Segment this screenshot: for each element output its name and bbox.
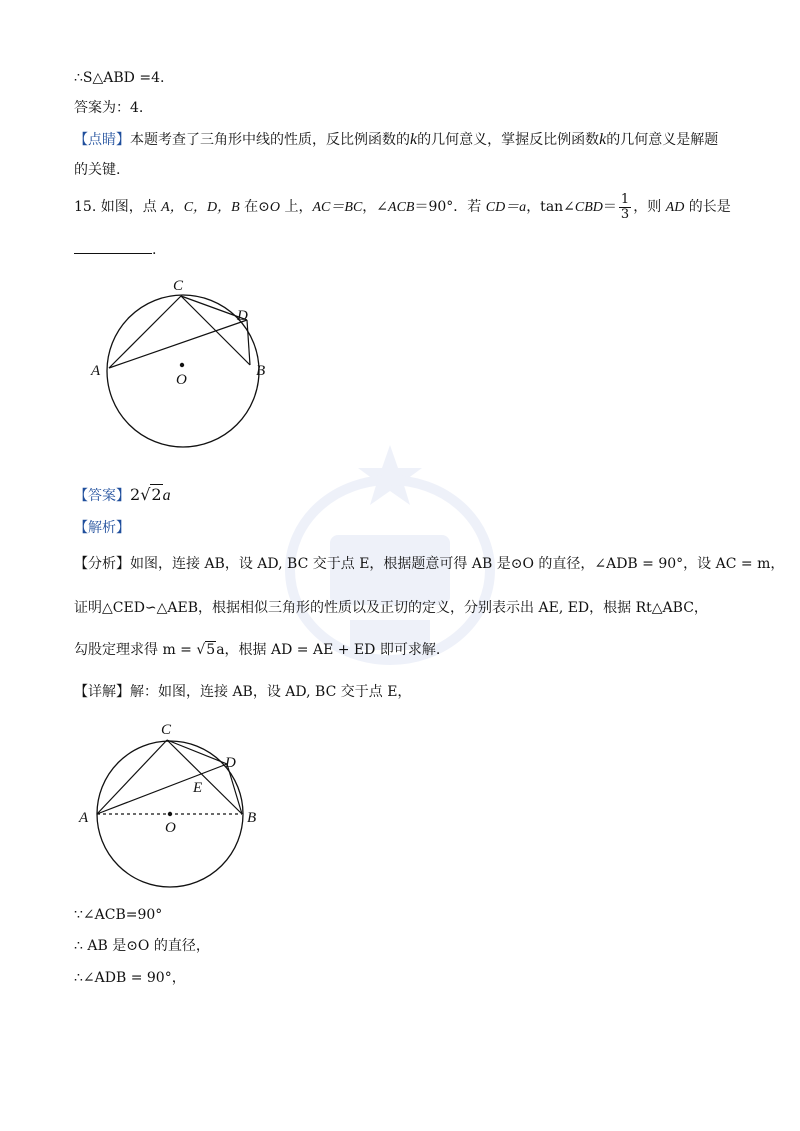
q15-text: ，则 bbox=[633, 199, 666, 215]
label-a: A bbox=[79, 810, 89, 826]
step-2: ∴ AB 是⊙O 的直径， bbox=[74, 938, 210, 954]
answer-coefficient: 2 bbox=[130, 485, 141, 504]
q15-text: 在⊙ bbox=[239, 199, 270, 215]
label-e: E bbox=[193, 780, 203, 796]
q15-text: ，∠ bbox=[362, 199, 389, 215]
segment-db bbox=[247, 320, 250, 365]
step-3: ∴∠ADB = 90°， bbox=[74, 970, 186, 986]
fenxi-tag: 【分析】 bbox=[74, 556, 130, 572]
segment-cd bbox=[167, 740, 227, 764]
detail-line bbox=[74, 682, 411, 702]
k-symbol: k bbox=[410, 131, 418, 148]
label-c: C bbox=[161, 722, 172, 738]
dianjing-tag: 【点睛】 bbox=[74, 132, 130, 148]
fenxi-text-c1: 勾股定理求得 m = bbox=[74, 642, 197, 658]
fenxi-radicand: 5 bbox=[206, 642, 216, 658]
q15-cd-eq-a: CD＝a bbox=[485, 200, 527, 215]
xiangjie-tag: 【详解】 bbox=[74, 684, 130, 700]
circle-figure-1 bbox=[85, 268, 285, 458]
dianjing-text-b: 的几何意义，掌握反比例函数 bbox=[417, 132, 600, 148]
q15-text: ＝ bbox=[602, 199, 617, 215]
analysis-line-2: 证明△CED∽△AEB，根据相似三角形的性质以及正切的定义，分别表示出 AE, ED，根据 Rt△ABC， bbox=[74, 600, 708, 616]
label-c: C bbox=[173, 278, 184, 294]
fenxi-text-c2: a，根据 AD = AE + ED 即可求解. bbox=[216, 642, 441, 658]
q15-ac-eq-bc: AC＝BC bbox=[312, 200, 363, 215]
segment-ac bbox=[109, 296, 181, 368]
answer-variable: a bbox=[162, 487, 171, 504]
fraction-numerator: 1 bbox=[620, 191, 630, 207]
center-dot bbox=[180, 363, 184, 367]
label-d: D bbox=[237, 308, 248, 324]
segment-ad bbox=[97, 764, 227, 814]
step-1: ∵∠ACB=90° bbox=[74, 907, 163, 923]
dianjing-text-a: 本题考查了三角形中线的性质，反比例函数的 bbox=[130, 132, 410, 148]
k-symbol: k bbox=[599, 131, 607, 148]
label-b: B bbox=[256, 363, 266, 379]
q15-ad: AD bbox=[665, 200, 685, 215]
line-dianjing-end: 的关键. bbox=[74, 162, 121, 178]
analysis-heading bbox=[74, 518, 130, 538]
line-area-result: ∴S△ABD =4. bbox=[74, 70, 165, 86]
answer-blank-line bbox=[74, 240, 156, 260]
q15-circle-o: O bbox=[269, 200, 281, 215]
circle-figure-2 bbox=[75, 712, 275, 897]
fraction-one-third bbox=[619, 193, 631, 222]
answer-radicand: 2 bbox=[151, 485, 162, 504]
label-b: B bbox=[247, 810, 257, 826]
label-o: O bbox=[176, 372, 187, 388]
q15-text: 上， bbox=[280, 199, 313, 215]
line-dianjing bbox=[74, 130, 718, 150]
dianjing-text-c: 的几何意义是解题 bbox=[606, 132, 719, 148]
label-d: D bbox=[225, 755, 236, 771]
analysis-line-1 bbox=[74, 554, 784, 574]
analysis-line-3: 勾股定理求得 m = √5a，根据 AD = AE + ED 即可求解. bbox=[74, 642, 441, 658]
analysis-tag: 【解析】 bbox=[74, 520, 130, 536]
line-answer-note: 答案为：4. bbox=[74, 100, 144, 116]
question-15 bbox=[74, 192, 731, 223]
q15-text: ＝90°．若 bbox=[414, 199, 486, 215]
q15-text: 15. 如图，点 bbox=[74, 199, 162, 215]
fenxi-text-a: 如图，连接 AB，设 AD, BC 交于点 E，根据题意可得 AB 是⊙O 的直径，∠ADB = 90°，设 AC = m， bbox=[130, 556, 785, 572]
answer-tag: 【答案】 bbox=[74, 488, 130, 504]
label-a: A bbox=[91, 363, 101, 379]
answer-blank[interactable] bbox=[74, 253, 152, 254]
blank-period: . bbox=[152, 242, 157, 258]
fraction-denominator: 3 bbox=[620, 206, 630, 222]
q15-text: ，tan∠ bbox=[526, 199, 575, 215]
q15-angle-acb: ACB bbox=[388, 200, 415, 215]
q15-points: A，C，D，B bbox=[161, 200, 240, 215]
q15-text: 的长是 bbox=[684, 199, 731, 215]
xiangjie-text: 解：如图，连接 AB，设 AD, BC 交于点 E， bbox=[130, 684, 412, 700]
segment-ad bbox=[109, 320, 247, 368]
label-o: O bbox=[165, 820, 176, 836]
center-dot bbox=[168, 812, 172, 816]
q15-angle-cbd: CBD bbox=[574, 200, 603, 215]
answer-line: 【答案】2√2a bbox=[74, 485, 171, 504]
